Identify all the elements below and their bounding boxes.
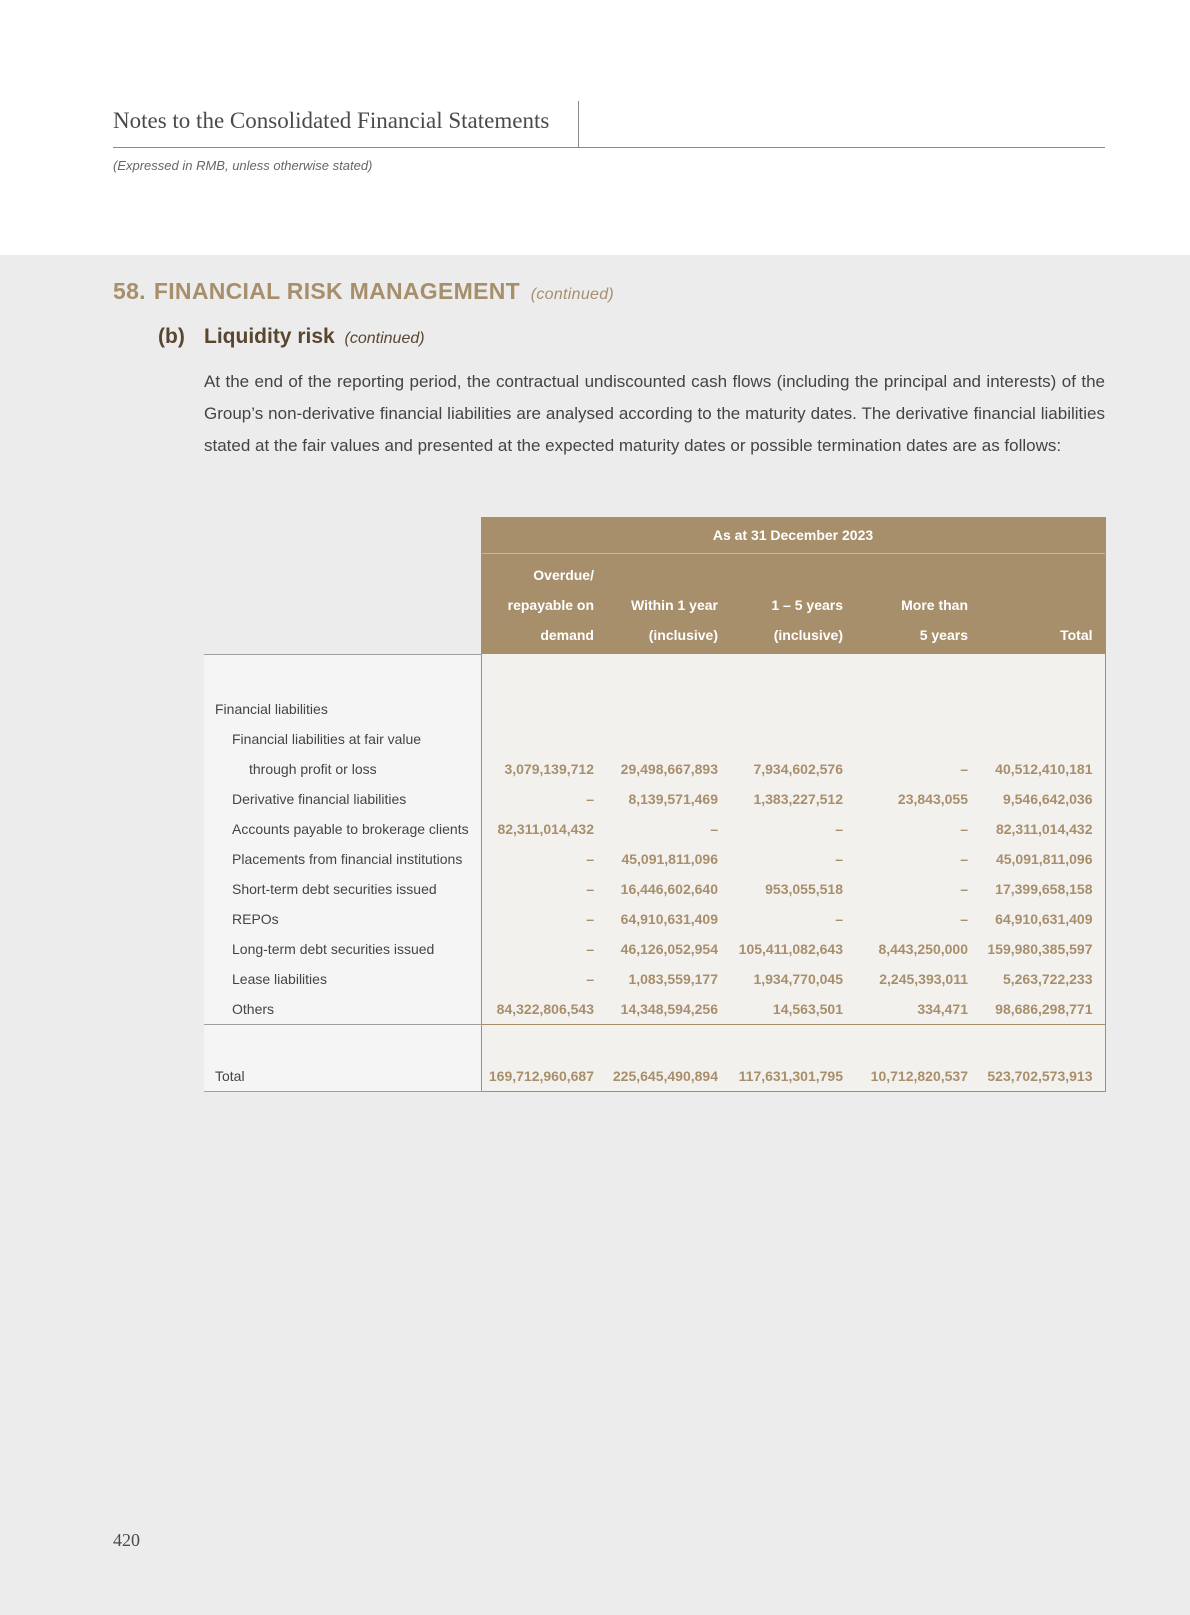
- total-cell: 523,702,573,913: [980, 1061, 1105, 1092]
- liquidity-risk-table: [204, 517, 1106, 1092]
- table-cell: 82,311,014,432: [481, 814, 606, 844]
- table-cell: –: [730, 814, 855, 844]
- table-cell: 1,934,770,045: [730, 964, 855, 994]
- column-header-total: Total: [980, 554, 1105, 655]
- group-label: Financial liabilities: [204, 694, 481, 724]
- table-cell: 46,126,052,954: [606, 934, 730, 964]
- table-cell: –: [855, 844, 980, 874]
- subsection-letter: (b): [158, 325, 185, 348]
- section-heading: [113, 278, 614, 305]
- total-cell: 117,631,301,795: [730, 1061, 855, 1092]
- table-cell: –: [481, 964, 606, 994]
- table-cell: –: [606, 814, 730, 844]
- total-label: Total: [204, 1061, 481, 1092]
- table-cell: –: [481, 934, 606, 964]
- total-cell: 10,712,820,537: [855, 1061, 980, 1092]
- table-row: [204, 874, 1105, 904]
- body-paragraph: At the end of the reporting period, the contractual undiscounted cash flows (including the principal and interests) of the Group’s non-derivative financial liabilities are analysed according to the maturity dates. The derivative financial liabilities stated at the fair values and presented at the expected maturity dates or possible termination dates are as follows:: [204, 372, 1105, 455]
- running-header-title: Notes to the Consolidated Financial Statements: [113, 108, 550, 133]
- header-vertical-divider: [578, 101, 579, 147]
- table-cell: –: [481, 844, 606, 874]
- table-row: [204, 844, 1105, 874]
- table-row: [204, 934, 1105, 964]
- column-header-within-1-year: Within 1 year (inclusive): [606, 554, 730, 655]
- section-title: FINANCIAL RISK MANAGEMENT: [153, 278, 520, 304]
- table-cell: 98,686,298,771: [980, 994, 1105, 1025]
- total-cell: 169,712,960,687: [481, 1061, 606, 1092]
- header-subtitle: (Expressed in RMB, unless otherwise stated): [113, 158, 373, 173]
- row-label: Long-term debt securities issued: [204, 934, 481, 964]
- table-cell: 23,843,055: [855, 784, 980, 814]
- table-cell: 5,263,722,233: [980, 964, 1105, 994]
- row-label-fvtpl-line1: Financial liabilities at fair value: [204, 724, 481, 754]
- row-label: Derivative financial liabilities: [204, 784, 481, 814]
- table-cell: –: [855, 874, 980, 904]
- table-cell: 14,348,594,256: [606, 994, 730, 1025]
- table-row: [204, 904, 1105, 934]
- table-cell: 334,471: [855, 994, 980, 1025]
- subsection-title: Liquidity risk: [204, 325, 335, 348]
- row-label: Short-term debt securities issued: [204, 874, 481, 904]
- table-cell: 45,091,811,096: [980, 844, 1105, 874]
- table-cell: 16,446,602,640: [606, 874, 730, 904]
- table-cell: 45,091,811,096: [606, 844, 730, 874]
- subsection-heading: [158, 325, 425, 349]
- row-label: Placements from financial institutions: [204, 844, 481, 874]
- table-cell: –: [730, 904, 855, 934]
- table-cell: 64,910,631,409: [606, 904, 730, 934]
- row-label: REPOs: [204, 904, 481, 934]
- table-row: [204, 784, 1105, 814]
- column-header-overdue: Overdue/ repayable on demand: [481, 554, 606, 655]
- table-cell: –: [481, 784, 606, 814]
- table-cell: 105,411,082,643: [730, 934, 855, 964]
- subsection-continued: (continued): [344, 330, 425, 347]
- table-cell: –: [855, 814, 980, 844]
- table-cell: 40,512,410,181: [980, 754, 1105, 784]
- table-cell: 84,322,806,543: [481, 994, 606, 1025]
- table-row: [204, 814, 1105, 844]
- table-cell: 7,934,602,576: [730, 754, 855, 784]
- table-row: [204, 964, 1105, 994]
- table-cell: –: [730, 844, 855, 874]
- total-row: [204, 1061, 1105, 1092]
- table-cell: 8,443,250,000: [855, 934, 980, 964]
- table-cell: 9,546,642,036: [980, 784, 1105, 814]
- table-cell: –: [855, 904, 980, 934]
- table-cell: –: [481, 904, 606, 934]
- table-cell: 159,980,385,597: [980, 934, 1105, 964]
- table-row: [204, 754, 1105, 784]
- table-cell: 2,245,393,011: [855, 964, 980, 994]
- table-cell: –: [855, 754, 980, 784]
- table-cell: 8,139,571,469: [606, 784, 730, 814]
- row-label: Accounts payable to brokerage clients: [204, 814, 481, 844]
- row-label: Others: [204, 994, 481, 1025]
- column-header-more-than-5-years: More than 5 years: [855, 554, 980, 655]
- table-cell: 64,910,631,409: [980, 904, 1105, 934]
- table-cell: 1,083,559,177: [606, 964, 730, 994]
- table-cell: 82,311,014,432: [980, 814, 1105, 844]
- table-cell: 3,079,139,712: [481, 754, 606, 784]
- section-number: 58.: [113, 278, 146, 304]
- table-cell: 14,563,501: [730, 994, 855, 1025]
- total-cell: 225,645,490,894: [606, 1061, 730, 1092]
- page-number: 420: [113, 1530, 140, 1550]
- table-cell: –: [481, 874, 606, 904]
- table-cell: 953,055,518: [730, 874, 855, 904]
- table-row: [204, 994, 1105, 1025]
- table-cell: 1,383,227,512: [730, 784, 855, 814]
- table-cell: 17,399,658,158: [980, 874, 1105, 904]
- table-cell: 29,498,667,893: [606, 754, 730, 784]
- column-header-1-5-years: 1 – 5 years (inclusive): [730, 554, 855, 655]
- period-header: As at 31 December 2023: [481, 517, 1105, 554]
- row-label: through profit or loss: [204, 754, 481, 784]
- header-divider: [113, 147, 1105, 148]
- row-label: Lease liabilities: [204, 964, 481, 994]
- section-continued: (continued): [530, 286, 615, 303]
